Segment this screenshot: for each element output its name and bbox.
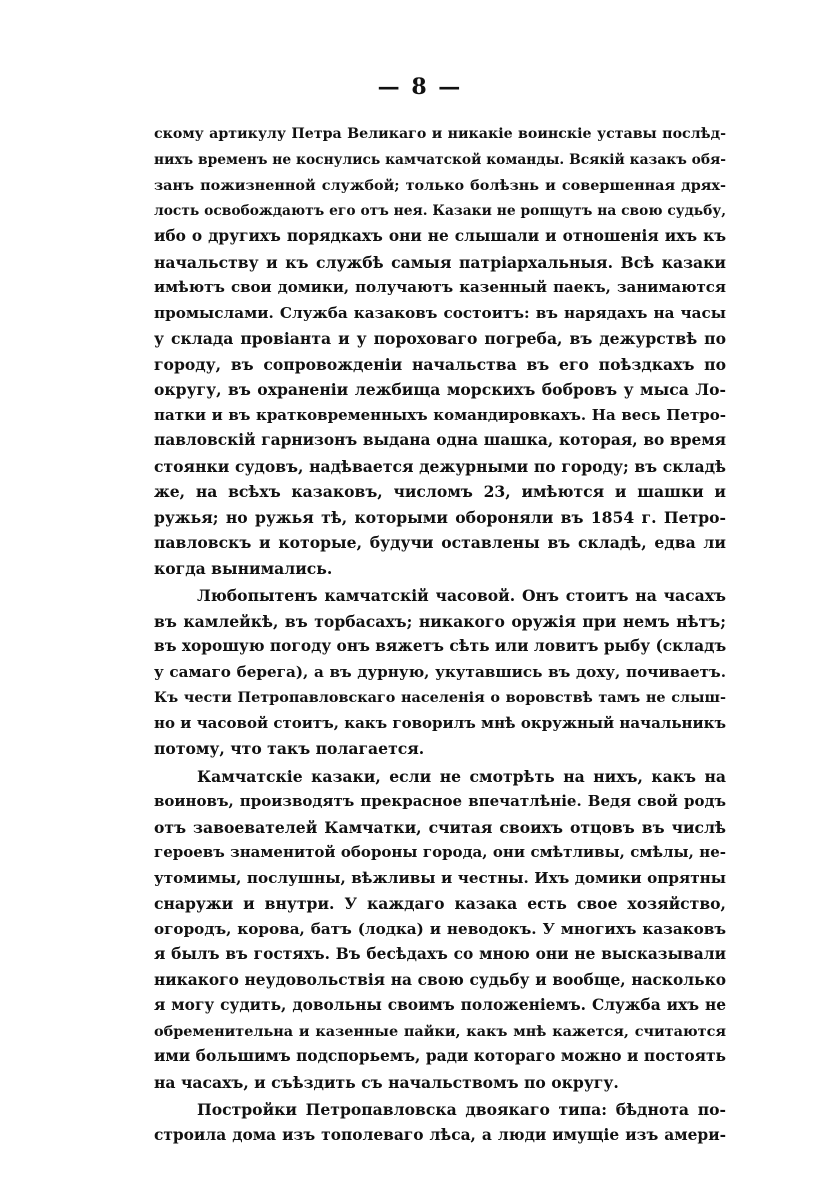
text-line: утомимы, послушны, вѣжливы и честны. Ихъ домики опрятны xyxy=(154,868,726,887)
text-line: патки и въ кратковременныхъ командировкахъ. На весь Петро- xyxy=(154,405,726,424)
text-line: нихъ временъ не коснулись камчатской команды. Всякій казакъ обя- xyxy=(154,151,726,168)
text-line: отъ завоевателей Камчатки, считая своихъ отцовъ въ числѣ xyxy=(154,817,726,837)
text-line: воиновъ, производятъ прекрасное впечатлѣніе. Ведя свой родъ xyxy=(154,792,726,810)
text-line: имѣютъ свои домики, получаютъ казенный паекъ, занимаются xyxy=(154,278,726,296)
text-line: лость освобождаютъ его отъ нея. Казаки не ропщутъ на свою судьбу, xyxy=(154,202,726,219)
text-line: округу, въ охраненіи лежбища морскихъ бобровъ у мыса Ло- xyxy=(154,380,726,399)
text-line: промыслами. Служба казаковъ состоитъ: въ нарядахъ на часы xyxy=(154,303,726,322)
text-line: у склада провіанта и у пороховаго погреба, въ дежурствѣ по xyxy=(154,329,726,348)
text-line: павловскій гарнизонъ выдана одна шашка, которая, во время xyxy=(154,431,726,449)
text-line: снаружи и внутри. У каждаго казака есть свое хозяйство, xyxy=(154,894,726,913)
text-line: Къ чести Петропавловскаго населенія о воровствѣ тамъ не слыш- xyxy=(154,689,726,706)
text-line: но и часовой стоитъ, какъ говорилъ мнѣ окружный начальникъ xyxy=(154,713,726,732)
text-line: Любопытенъ камчатскій часовой. Онъ стоитъ на часахъ xyxy=(197,586,726,605)
text-line: строила дома изъ тополеваго лѣса, а люди имущіе изъ амери- xyxy=(154,1125,726,1144)
paragraph-buildings xyxy=(154,1097,726,1148)
page-number: — 8 — xyxy=(377,74,463,100)
text-line: ибо о другихъ порядкахъ они не слышали и отношенія ихъ къ xyxy=(154,227,726,245)
text-line: въ хорошую погоду онъ вяжетъ сѣть или ловитъ рыбу (складъ xyxy=(154,637,726,655)
text-line: ружья; но ружья тѣ, которыми обороняли въ 1854 г. Петро- xyxy=(154,507,726,527)
text-line: скому артикулу Петра Великаго и никакіе воинскіе уставы послѣд- xyxy=(154,126,726,142)
text-line: стоянки судовъ, надѣвается дежурными по городу; въ складѣ xyxy=(154,456,726,476)
text-line: ими большимъ подспорьемъ, ради котораго можно и постоять xyxy=(154,1047,726,1065)
text-line: я могу судить, довольны своимъ положеніемъ. Служба ихъ не xyxy=(154,996,726,1014)
text-line: я былъ въ гостяхъ. Въ бесѣдахъ со мною они не высказывали xyxy=(154,945,726,963)
text-line: обременительна и казенные пайки, какъ мнѣ кажется, считаются xyxy=(154,1022,726,1040)
text-line: героевъ знаменитой обороны города, они смѣтливы, смѣлы, не- xyxy=(154,843,726,861)
text-line: Камчатскіе казаки, если не смотрѣть на нихъ, какъ на xyxy=(197,766,726,786)
text-line: никакого неудовольствія на свою судьбу и вообще, насколько xyxy=(154,970,726,989)
text-line: въ камлейкѣ, въ торбасахъ; никакого оружія при немъ нѣтъ; xyxy=(154,611,726,631)
text-line: потому, что такъ полагается. xyxy=(154,739,425,758)
paragraph-cossack-service xyxy=(154,122,726,581)
text-line: когда вынимались. xyxy=(154,558,333,578)
text-line: павловскъ и которые, будучи оставлены въ складѣ, едва ли xyxy=(154,533,726,552)
paragraph-sentry xyxy=(154,583,726,762)
text-line: же, на всѣхъ казаковъ, числомъ 23, имѣются и шашки и xyxy=(154,482,726,501)
text-line: начальству и къ службѣ самыя патріархальныя. Всѣ казаки xyxy=(154,252,726,272)
text-line: Постройки Петропавловска двоякаго типа: бѣднота по- xyxy=(197,1100,726,1119)
paragraph-cossack-impression xyxy=(154,764,726,1096)
text-line: занъ пожизненной службой; только болѣзнь и совершенная дрях- xyxy=(154,177,726,194)
text-line: на часахъ, и съѣздить съ начальствомъ по округу. xyxy=(154,1072,619,1092)
text-line: у самаго берега), а въ дурную, укутавшись въ доху, почиваетъ. xyxy=(154,662,726,681)
text-line: огородъ, корова, батъ (лодка) и неводокъ. У многихъ казаковъ xyxy=(154,919,726,938)
text-line: городу, въ сопровожденіи начальства въ его поѣздкахъ по xyxy=(154,354,726,374)
body-text xyxy=(154,122,726,1148)
